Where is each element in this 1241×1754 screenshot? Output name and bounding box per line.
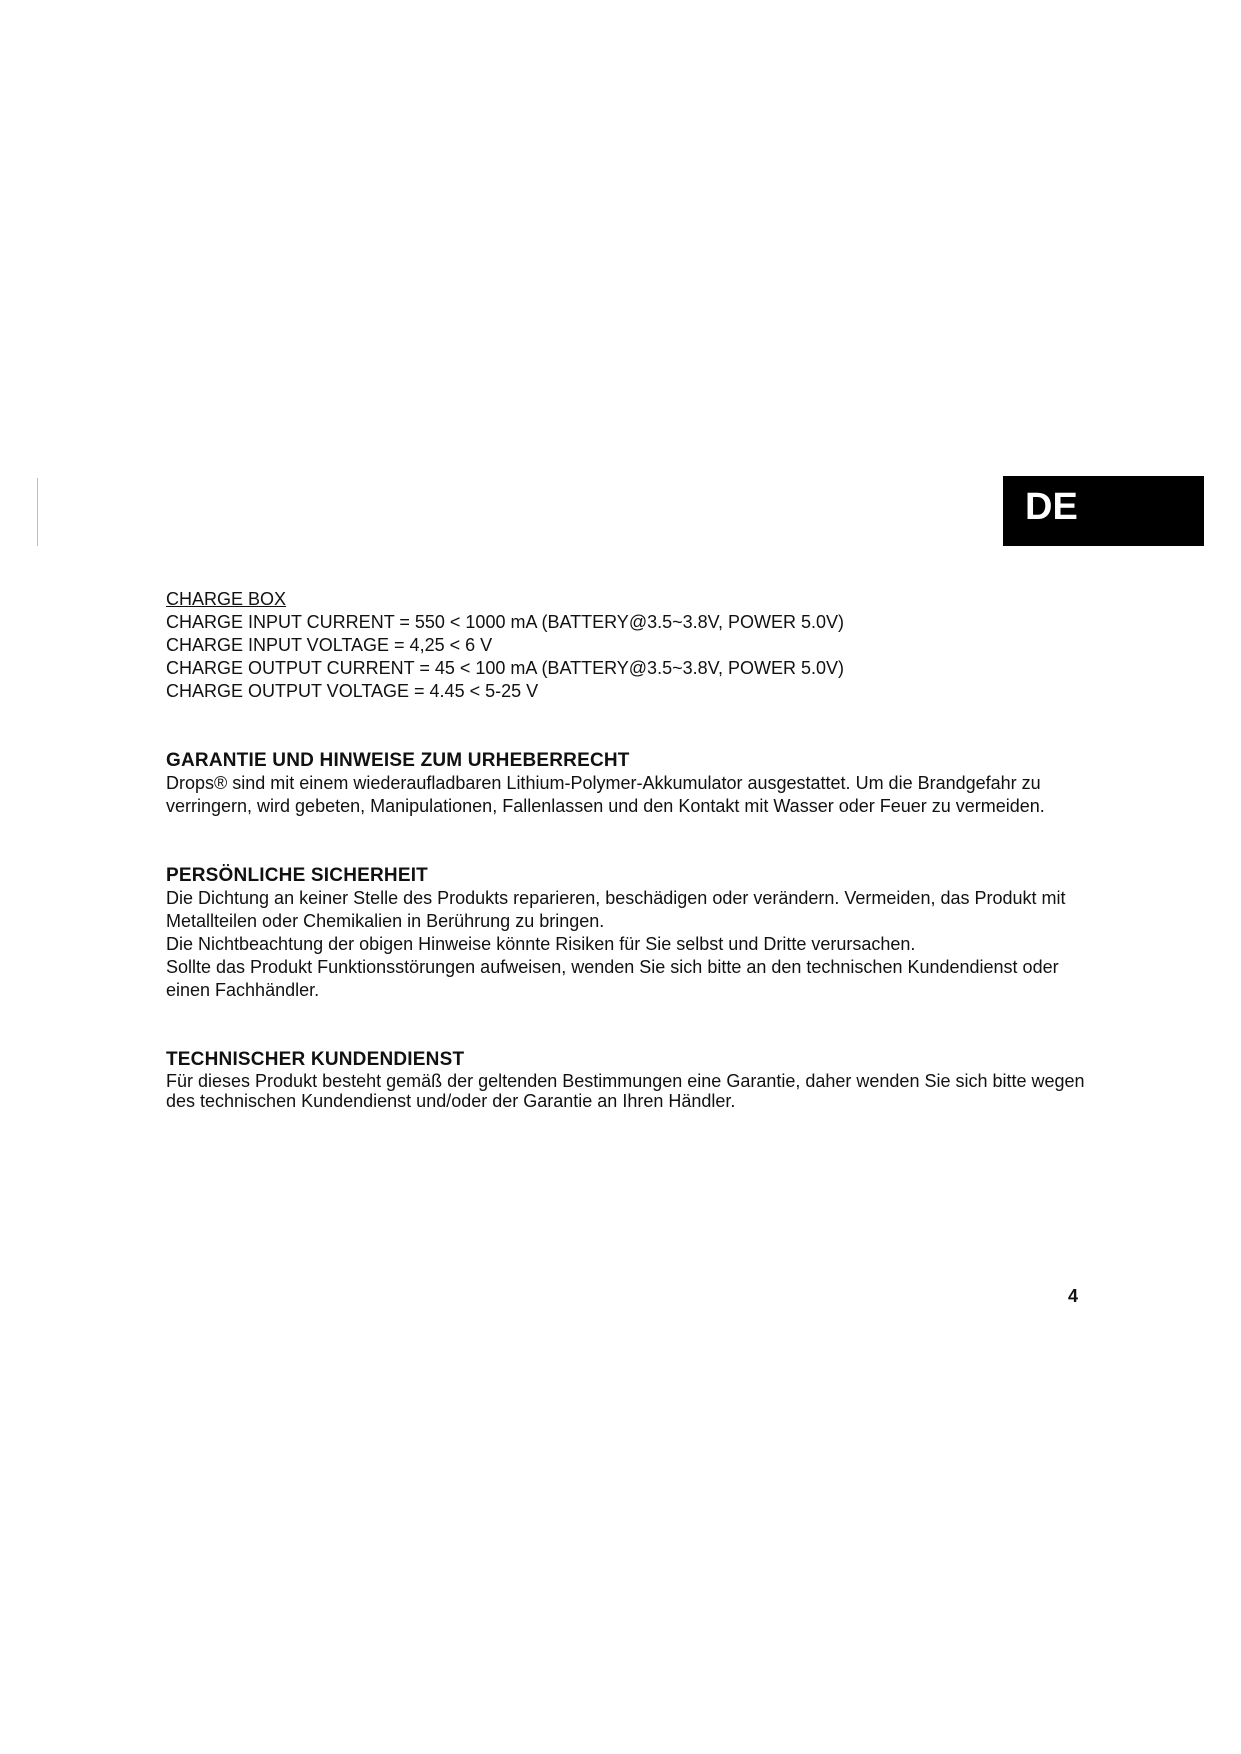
page-number: 4 [1068, 1286, 1079, 1306]
language-tab [1003, 476, 1204, 546]
spec-line-output-current: CHARGE OUTPUT CURRENT = 45 < 100 mA (BATTERY@3.5~3.8V, POWER 5.0V) [166, 658, 844, 678]
section-heading-technical-service: TECHNISCHER KUNDENDIENST [166, 1049, 465, 1070]
section-technical-service [166, 1048, 1086, 1111]
section-heading-personal-safety: PERSÖNLICHE SICHERHEIT [166, 865, 428, 886]
safety-paragraph-3: Sollte das Produkt Funktionsstörungen aufweisen, wenden Sie sich bitte an den technischen Kundendienst oder einen Fachhändler. [166, 957, 1059, 1000]
spec-line-output-voltage: CHARGE OUTPUT VOLTAGE = 4.45 < 5-25 V [166, 681, 539, 701]
margin-rule [37, 478, 38, 546]
language-tab-label: DE [1025, 486, 1078, 528]
section-warranty [166, 749, 1086, 818]
spec-line-input-current: CHARGE INPUT CURRENT = 550 < 1000 mA (BATTERY@3.5~3.8V, POWER 5.0V) [166, 612, 845, 632]
charge-box-title: CHARGE BOX [166, 589, 287, 609]
page-content [166, 588, 1086, 1111]
safety-paragraph-1: Die Dichtung an keiner Stelle des Produkts reparieren, beschädigen oder verändern. Vermeiden, das Produkt mit Metallteilen oder Chemikalien in Berührung zu bringen. [166, 888, 1066, 931]
warranty-paragraph: Drops® sind mit einem wiederaufladbaren Lithium-Polymer-Akkumulator ausgestattet. Um die Brandgefahr zu verringern, wird gebeten, Manipulationen, Fallenlassen und den Kontakt mit Wasser oder Feuer zu vermeiden. [166, 773, 1045, 816]
charge-box-specs [166, 588, 1086, 703]
section-heading-warranty: GARANTIE UND HINWEISE ZUM URHEBERRECHT [166, 750, 630, 771]
section-personal-safety [166, 864, 1086, 1002]
service-paragraph: Für dieses Produkt besteht gemäß der geltenden Bestimmungen eine Garantie, daher wenden Sie sich bitte wegen des technischen Kundendienst und/oder der Garantie an Ihren Händler. [166, 1071, 1085, 1111]
spec-line-input-voltage: CHARGE INPUT VOLTAGE = 4,25 < 6 V [166, 635, 493, 655]
safety-paragraph-2: Die Nichtbeachtung der obigen Hinweise könnte Risiken für Sie selbst und Dritte verursachen. [166, 934, 916, 954]
